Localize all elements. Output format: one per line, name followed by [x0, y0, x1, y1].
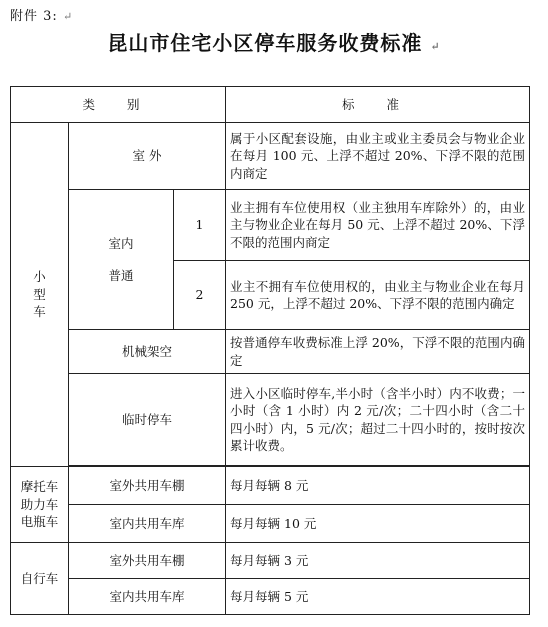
motorcycle-line-3: 电瓶车	[20, 514, 59, 530]
indoor-item-2-number	[174, 261, 226, 330]
motorcycle-outdoor-text: 每月每辆 8 元	[230, 477, 309, 493]
temporary-label-text: 临时停车	[122, 411, 173, 427]
table-row-bicycle-indoor	[11, 579, 530, 615]
small-car-char-1: 小	[33, 269, 46, 285]
small-car-char-2: 型	[33, 286, 46, 302]
bicycle-indoor-standard	[226, 579, 530, 615]
outdoor-standard-text: 属于小区配套设施，由业主或业主委员会与物业企业在每月 100 元、上浮不超过 20%、下浮不限的范围内商定	[230, 130, 525, 181]
table-row-outdoor	[11, 123, 530, 190]
bicycle-outdoor-label-text: 室外共用车棚	[109, 552, 185, 568]
bicycle-outdoor-standard	[226, 543, 530, 579]
mechanical-standard	[226, 330, 530, 374]
page-title	[0, 27, 548, 56]
mechanical-label-text: 机械架空	[122, 343, 173, 359]
table-row-motorcycle-indoor	[11, 505, 530, 543]
bicycle-label	[11, 543, 69, 615]
table-header-row	[11, 87, 530, 123]
indoor-item-2-num-text: 2	[195, 287, 204, 303]
table-row-bicycle-outdoor	[11, 543, 530, 579]
indoor-normal-label	[69, 190, 174, 330]
outdoor-label-text: 室 外	[132, 148, 162, 164]
indoor-item-1-standard	[226, 190, 530, 261]
temporary-standard	[226, 374, 530, 466]
temporary-line-3: 二十四小时（含二十四小时）内，5 元/次；	[230, 403, 525, 436]
motorcycle-indoor-text: 每月每辆 10 元	[230, 515, 317, 531]
bicycle-label-text: 自行车	[20, 570, 59, 586]
table-row-indoor-1	[11, 190, 530, 261]
indoor-item-2-text: 业主不拥有车位使用权的，由业主与物业企业在每月 250 元，上浮不超过 20%、下浮不限的范围内确定	[230, 278, 525, 311]
outdoor-label	[69, 123, 226, 190]
indoor-item-2-standard	[226, 261, 530, 330]
indoor-item-1-text: 业主拥有车位使用权（业主独用车库除外）的，由业主与物业企业在每月 50 元、上浮不超过 20%、下浮不限的范围内商定	[230, 199, 525, 250]
motorcycle-indoor-label-text: 室内共用车库	[109, 515, 185, 531]
indoor-item-1-num-text: 1	[195, 217, 204, 233]
bicycle-outdoor-text: 每月每辆 3 元	[230, 552, 309, 568]
annex-text: 附件 3:	[10, 9, 58, 24]
mechanical-label	[69, 330, 226, 374]
motorcycle-indoor-standard	[226, 505, 530, 543]
bicycle-indoor-label-text: 室内共用车库	[109, 588, 185, 604]
table-row-mechanical	[11, 330, 530, 374]
motorcycle-line-2: 助力车	[20, 496, 59, 512]
temporary-line-1: 进入小区临时停车,半小时（含半小时）内不收费；	[230, 385, 513, 401]
bicycle-indoor-label	[69, 579, 226, 615]
small-car-label	[11, 123, 69, 467]
temporary-line-2: 一小时（含 1 小时）内 2 元/次；	[230, 385, 525, 418]
motorcycle-outdoor-label	[69, 467, 226, 505]
temporary-line-4: 超过二十四小时的，按时按次累计收费。	[230, 420, 525, 453]
header-category-text: 类 别	[82, 96, 154, 112]
mechanical-standard-text: 按普通停车收费标准上浮 20%，下浮不限的范围内确定	[230, 335, 525, 368]
small-car-char-3: 车	[33, 304, 46, 320]
paragraph-mark-icon: ↵	[62, 10, 74, 23]
motorcycle-line-1: 摩托车	[20, 479, 59, 495]
outdoor-standard	[226, 123, 530, 190]
bicycle-outdoor-label	[69, 543, 226, 579]
motorcycle-label	[11, 467, 69, 543]
header-standard-text: 标 准	[342, 96, 413, 112]
indoor-item-1-number	[174, 190, 226, 261]
motorcycle-indoor-label	[69, 505, 226, 543]
table-row-temporary	[11, 374, 530, 466]
motorcycle-outdoor-label-text: 室外共用车棚	[109, 477, 185, 493]
indoor-label-line1: 室内	[108, 236, 134, 251]
header-category	[11, 87, 226, 123]
bicycle-indoor-text: 每月每辆 5 元	[230, 588, 309, 604]
paragraph-mark-icon: ↵	[430, 40, 441, 53]
motorcycle-outdoor-standard	[226, 467, 530, 505]
fee-standard-table	[10, 86, 530, 615]
temporary-label	[69, 374, 226, 466]
title-text: 昆山市住宅小区停车服务收费标准	[107, 31, 423, 55]
header-standard	[226, 87, 530, 123]
table-row-motorcycle-outdoor	[11, 467, 530, 505]
annex-label	[10, 5, 73, 24]
indoor-label-line2: 普通	[108, 267, 134, 283]
